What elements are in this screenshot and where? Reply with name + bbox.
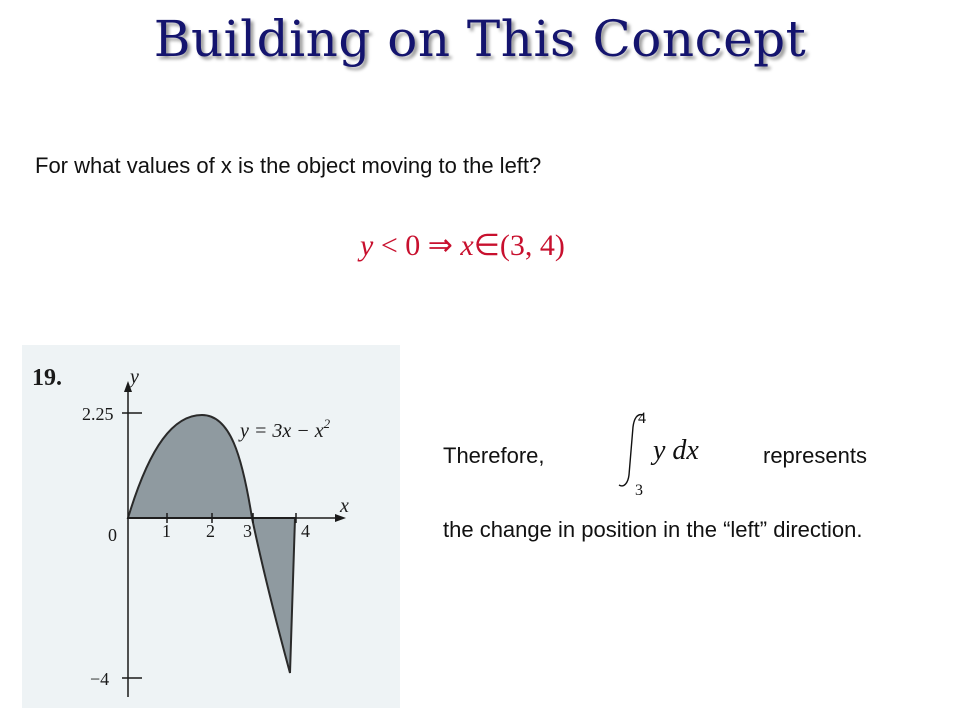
x-tick-label-1: 1 (162, 521, 171, 541)
curve-equation-main: y = 3x − x (240, 420, 324, 442)
y-tick-label-top: 2.25 (82, 404, 114, 424)
represents-text: represents (763, 443, 867, 468)
x-tick-label-2: 2 (206, 521, 215, 541)
curve-equation (238, 416, 331, 442)
x-axis-label: x (340, 495, 349, 517)
graph-svg (22, 345, 400, 708)
answer-less-than-zero: < 0 (373, 229, 428, 262)
element-of-symbol: ∈ (473, 229, 500, 262)
implies-symbol: ⇒ (427, 229, 453, 262)
integral-upper-limit: 4 (638, 410, 646, 427)
integral-lower-limit: 3 (635, 482, 643, 499)
textbook-figure (22, 345, 400, 708)
answer-interval: (3, 4) (499, 229, 565, 262)
y-tick-label-bottom: −4 (90, 669, 110, 689)
y-axis-label: y (130, 366, 139, 388)
conclusion-text: the change in position in the “left” direction. (443, 517, 863, 542)
integral-svg (615, 405, 750, 500)
answer-formula (360, 228, 565, 263)
x-tick-label-0: 0 (108, 525, 117, 545)
question-text: For what values of x is the object moving to the left? (35, 153, 542, 178)
therefore-text: Therefore, (443, 443, 545, 468)
problem-number: 19. (32, 365, 62, 391)
positive-area-region (128, 415, 252, 518)
curve-equation-exponent: 2 (323, 416, 331, 431)
integrand: y dx (653, 435, 699, 466)
x-tick-label-3: 3 (243, 521, 252, 541)
x-tick-label-4: 4 (301, 521, 310, 541)
definite-integral (615, 405, 750, 505)
negative-area-region (252, 518, 295, 673)
answer-y: y (360, 229, 374, 262)
slide-title: Building on This Concept (153, 10, 807, 68)
answer-x: x (460, 229, 474, 262)
